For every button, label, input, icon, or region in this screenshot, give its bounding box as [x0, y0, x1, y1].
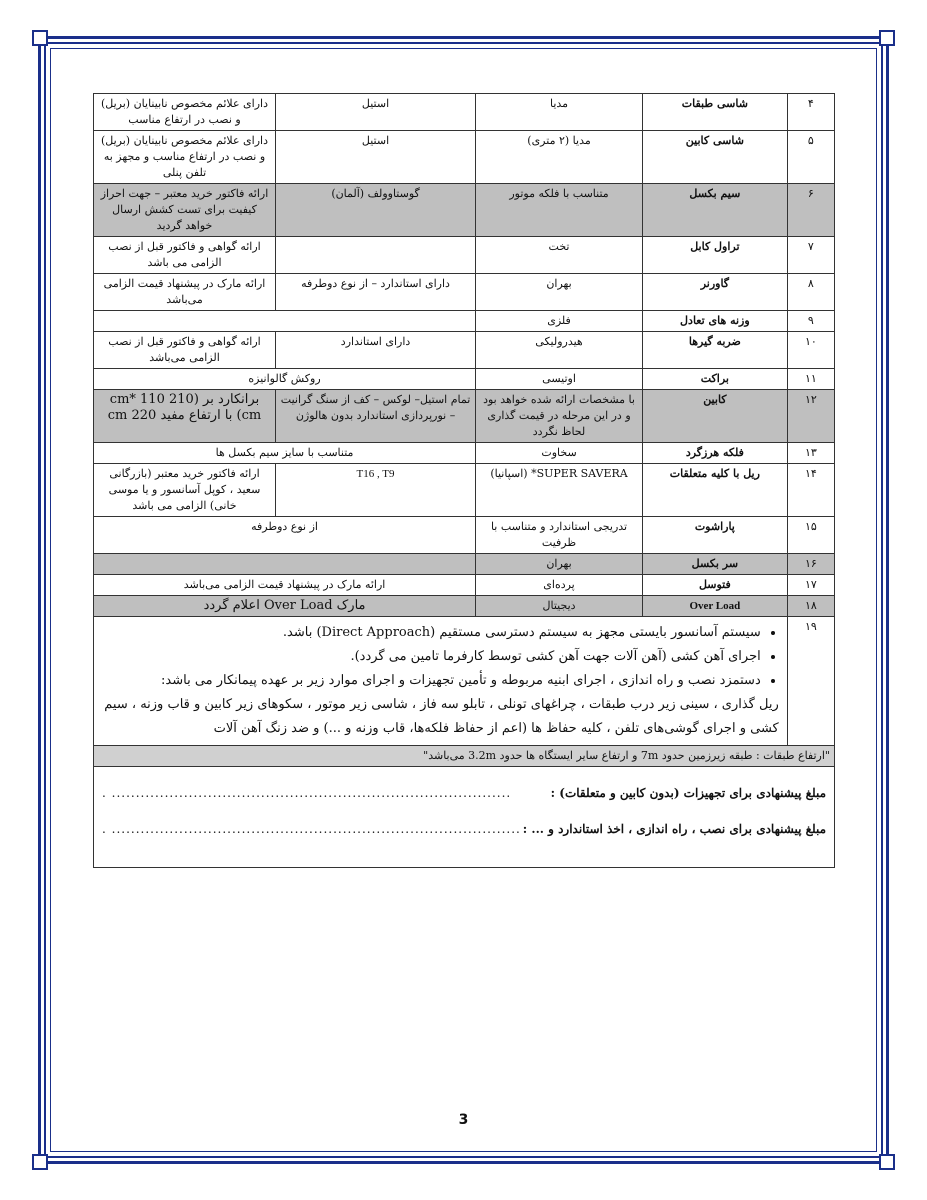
table-row — [94, 311, 835, 332]
border-corner-ornament — [879, 1154, 895, 1170]
item-name: ریل با کلیه متعلقات — [642, 464, 787, 517]
equipment-price-blank: . ................................................................................... — [102, 786, 512, 800]
row-number: ۱۰ — [787, 332, 834, 369]
item-name: شاسی کابین — [642, 131, 787, 184]
merged-cell: مارک Over Load اعلام گردد — [94, 596, 476, 617]
row-number: ۱۲ — [787, 390, 834, 443]
note-bullet: • سیستم آسانسور بایستی مجهز به سیستم دسترسی مستقیم (Direct Approach) باشد. — [102, 621, 761, 645]
height-note-row — [94, 746, 835, 767]
merged-cell: از نوع دوطرفه — [94, 517, 476, 554]
material-cell: دارای استاندارد – از نوع دوطرفه — [276, 274, 476, 311]
table-row — [94, 517, 835, 554]
row-number: ۱۳ — [787, 443, 834, 464]
item-name: براکت — [642, 369, 787, 390]
table-row — [94, 332, 835, 369]
brand-cell: دیجیتال — [476, 596, 643, 617]
table-row — [94, 390, 835, 443]
description-cell: ارائه فاکتور خرید معتبر – جهت احراز کیفیت برای تست کشش ارسال خواهد گردید — [94, 184, 276, 237]
row-number: ۱۶ — [787, 554, 834, 575]
notes-cell — [94, 617, 788, 746]
table-row — [94, 184, 835, 237]
table-row — [94, 274, 835, 311]
row-number: ۹ — [787, 311, 834, 332]
description-cell: دارای علائم مخصوص نابینایان (بریل) و نصب در ارتفاع مناسب — [94, 94, 276, 131]
description-cell: برانکارد بر (210 cm* 110 cm) با ارتفاع مفید 220 cm — [94, 390, 276, 443]
price-row — [94, 767, 835, 868]
row-number: ۶ — [787, 184, 834, 237]
material-cell: T16 , T9 — [276, 464, 476, 517]
table-row — [94, 464, 835, 517]
note-bullet: • اجرای آهن کشی (آهن آلات جهت آهن کشی توسط کارفرما تامین می گردد). — [102, 645, 761, 669]
merged-cell: روکش گالوانیزه — [94, 369, 476, 390]
brand-cell: پرده‌ای — [476, 575, 643, 596]
material-cell: گوستاوولف (آلمان) — [276, 184, 476, 237]
brand-cell: مدیا — [476, 94, 643, 131]
row-number: ۱۷ — [787, 575, 834, 596]
brand-cell: متناسب با فلکه موتور — [476, 184, 643, 237]
height-note: "ارتفاع طبقات : طبقه زیرزمین حدود 7m و ارتفاع سایر ایستگاه ها حدود 3.2m می‌باشد" — [94, 746, 835, 767]
item-name: پاراشوت — [642, 517, 787, 554]
item-name: وزنه های تعادل — [642, 311, 787, 332]
brand-cell: تدریجی استاندارد و متناسب با ظرفیت — [476, 517, 643, 554]
item-name: کابین — [642, 390, 787, 443]
description-cell: ارائه فاکتور خرید معتبر (بازرگانی سعید ، کوپل آسانسور و یا موسی خانی) الزامی می باشد — [94, 464, 276, 517]
merged-cell — [94, 311, 476, 332]
brand-cell: سخاوت — [476, 443, 643, 464]
material-cell: دارای استاندارد — [276, 332, 476, 369]
row-number: ۵ — [787, 131, 834, 184]
item-name: سر بکسل — [642, 554, 787, 575]
row-number: ۴ — [787, 94, 834, 131]
border-corner-ornament — [32, 30, 48, 46]
description-cell: ارائه مارک در پیشنهاد قیمت الزامی می‌باشد — [94, 274, 276, 311]
install-price-blank: . ..................................................................................... — [102, 822, 521, 836]
table-row — [94, 131, 835, 184]
row-number: ۸ — [787, 274, 834, 311]
item-name: Over Load — [642, 596, 787, 617]
brand-cell: فلزی — [476, 311, 643, 332]
notes-row — [94, 617, 835, 746]
brand-cell: بهران — [476, 274, 643, 311]
description-cell: دارای علائم مخصوص نابینایان (بریل) و نصب در ارتفاع مناسب و مجهز به تلفن پنلی — [94, 131, 276, 184]
material-cell: تمام استیل– لوکس – کف از سنگ گرانیت – نورپردازی استاندارد بدون هالوژن — [276, 390, 476, 443]
description-cell: ارائه گواهی و فاکتور قبل از نصب الزامی می باشد — [94, 237, 276, 274]
merged-cell: ارائه مارک در پیشنهاد قیمت الزامی می‌باشد — [94, 575, 476, 596]
install-price-line — [102, 821, 826, 837]
brand-cell: بهران — [476, 554, 643, 575]
item-name: سیم بکسل — [642, 184, 787, 237]
row-number: ۱۱ — [787, 369, 834, 390]
border-corner-ornament — [32, 1154, 48, 1170]
brand-cell: SUPER SAVERA* (اسپانیا) — [476, 464, 643, 517]
description-cell: ارائه گواهی و فاکتور قبل از نصب الزامی می‌باشد — [94, 332, 276, 369]
equipment-price-line — [102, 785, 826, 801]
install-price-label: مبلغ پیشنهادی برای نصب ، راه اندازی ، اخذ استاندارد و ... : — [522, 822, 826, 836]
item-name: گاورنر — [642, 274, 787, 311]
table-row — [94, 369, 835, 390]
brand-cell: اوتیسی — [476, 369, 643, 390]
brand-cell: هیدرولیکی — [476, 332, 643, 369]
item-name: تراول کابل — [642, 237, 787, 274]
row-number: ۱۹ — [787, 617, 834, 746]
equipment-price-label: مبلغ پیشنهادی برای تجهیزات (بدون کابین و متعلقات) : — [550, 786, 826, 800]
material-cell: استیل — [276, 94, 476, 131]
item-name: فتوسل — [642, 575, 787, 596]
page-number: 3 — [458, 1112, 469, 1128]
merged-cell — [94, 554, 476, 575]
material-cell: استیل — [276, 131, 476, 184]
price-cell — [94, 767, 835, 868]
row-number: ۱۵ — [787, 517, 834, 554]
brand-cell: تخت — [476, 237, 643, 274]
border-corner-ornament — [879, 30, 895, 46]
table-row — [94, 575, 835, 596]
table-row — [94, 237, 835, 274]
note-bullet: • دستمزد نصب و راه اندازی ، اجرای ابنیه مربوطه و تأمین تجهیزات و اجرای موارد زیر بر عهده پیمانکار می باشد: — [102, 669, 761, 693]
table-row — [94, 94, 835, 131]
specifications-table — [93, 93, 835, 868]
item-name: شاسی طبقات — [642, 94, 787, 131]
item-name: فلکه هرزگرد — [642, 443, 787, 464]
row-number: ۷ — [787, 237, 834, 274]
brand-cell: با مشخصات ارائه شده خواهد بود و در این مرحله در قیمت گذاری لحاظ نگردد — [476, 390, 643, 443]
table-row — [94, 596, 835, 617]
note-paragraph: ریل گذاری ، سینی زیر درب طبقات ، چراغهای تونلی ، تابلو سه فاز ، شاسی زیر موتور ، سکوهای زیر کابین و قاب وزنه ، سیم کشی و اجرای گوشی‌های تلفن ، کلیه حفاظ ها (اعم از حفاظ فلکه‌ها، قاب وزنه و ...) و ضد زنگ آهن آلات — [104, 697, 779, 736]
row-number: ۱۴ — [787, 464, 834, 517]
brand-cell: مدیا (۲ متری) — [476, 131, 643, 184]
table-row — [94, 443, 835, 464]
item-name: ضربه گیرها — [642, 332, 787, 369]
table-row — [94, 554, 835, 575]
material-cell — [276, 237, 476, 274]
row-number: ۱۸ — [787, 596, 834, 617]
merged-cell: متناسب با سایز سیم بکسل ها — [94, 443, 476, 464]
